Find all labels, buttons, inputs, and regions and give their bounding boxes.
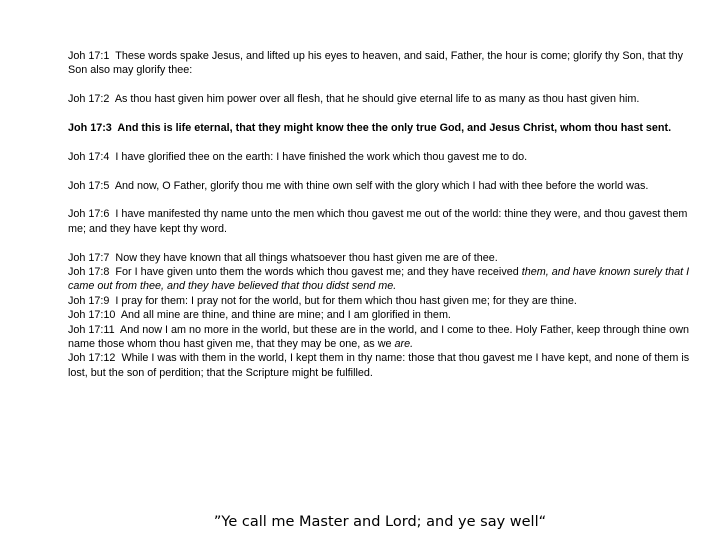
verse-ref: Joh 17:7 — [68, 251, 110, 264]
verse-text: These words spake Jesus, and lifted up his eyes to heaven, and said, Father, the hour is come; glorify thy Son, that thy Son also may glorify thee: — [68, 50, 686, 77]
verse-text: As thou hast given him power over all flesh, that he should give eternal life to as many as thou hast given him. — [114, 93, 640, 106]
verse-text-italic: them, and have known surely that I came out from thee, and they have believed that thou didst send me. — [68, 266, 693, 293]
verse-ref: Joh 17:8 — [68, 266, 110, 278]
verse-john-17-3-highlighted — [68, 121, 690, 135]
verse-john-17-12 — [68, 351, 693, 380]
verse-ref: Joh 17:10 — [68, 309, 116, 322]
verse-john-17-9 — [68, 294, 690, 308]
verse-text: And this is life eternal, that they might know thee the only true God, and Jesus Christ, whom thou hast sent. — [117, 122, 672, 134]
verse-john-17-8 — [68, 265, 693, 294]
verse-text: For I have given unto them the words which thou gavest me; and they have received — [115, 266, 519, 278]
verse-john-17-10 — [68, 308, 690, 322]
verse-ref: Joh 17:1 — [68, 50, 110, 62]
verse-text: And all mine are thine, and thine are mine; and I am glorified in them. — [120, 309, 451, 322]
verse-ref: Joh 17:6 — [68, 208, 110, 221]
verse-ref: Joh 17:2 — [68, 93, 110, 106]
verse-ref: Joh 17:3 — [68, 122, 112, 134]
scripture-text — [68, 49, 693, 380]
verse-john-17-7 — [68, 251, 690, 265]
verse-ref: Joh 17:12 — [68, 352, 116, 365]
verse-john-17-2 — [68, 92, 690, 106]
verse-john-17-1 — [68, 49, 690, 78]
footer-quote: ”Ye call me Master and Lord; and ye say well“ — [213, 514, 547, 530]
verse-text: And now I am no more in the world, but these are in the world, and I come to thee. Holy Father, keep through thine own name those whom thou hast given me, that they may be one, as we — [68, 323, 692, 351]
verse-ref: Joh 17:4 — [68, 150, 110, 163]
verse-text: While I was with them in the world, I kept them in thy name: those that thou gavest me I have kept, and none of them is lost, but the son of perdition; that the Scripture might be fulfilled. — [68, 352, 693, 379]
verse-john-17-6 — [68, 207, 690, 236]
verse-text: Now they have known that all things whatsoever thou hast given me are of thee. — [115, 251, 498, 264]
verse-john-17-5 — [68, 179, 690, 193]
verse-text: I pray for them: I pray not for the world, but for them which thou hast given me; for they are thine. — [115, 294, 577, 307]
verse-john-17-11 — [68, 323, 690, 352]
verse-text: I have glorified thee on the earth: I have finished the work which thou gavest me to do. — [115, 150, 528, 163]
verse-text: I have manifested thy name unto the men which thou gavest me out of the world: thine they were, and thou gavest them me; and they have kept thy word. — [68, 208, 691, 235]
verse-john-17-4 — [68, 150, 690, 164]
verse-ref: Joh 17:9 — [68, 294, 110, 307]
verse-text: And now, O Father, glorify thou me with thine own self with the glory which I had with thee before the world was. — [114, 179, 649, 192]
verse-text-italic: are. — [394, 338, 414, 351]
verse-ref: Joh 17:11 — [68, 323, 115, 336]
verse-ref: Joh 17:5 — [68, 179, 110, 192]
